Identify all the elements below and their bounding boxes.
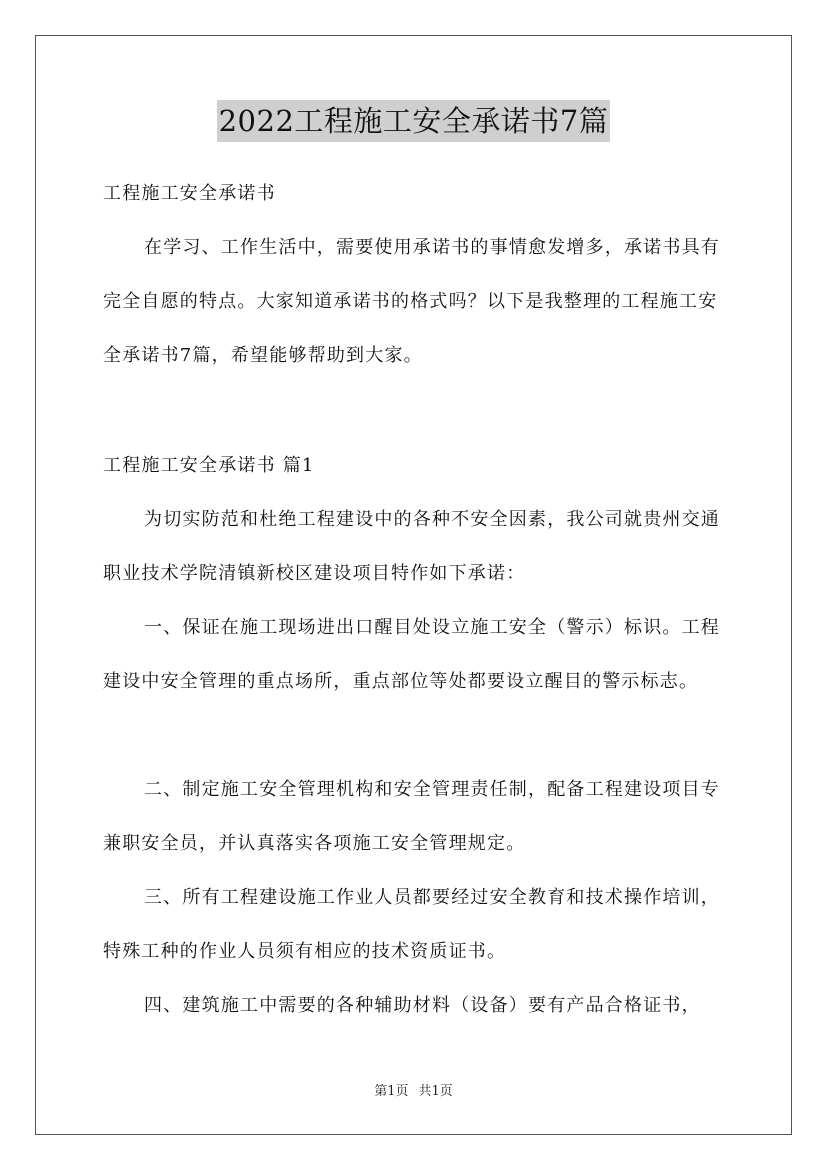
body-paragraph-4: 三、所有工程建设施工作业人员都要经过安全教育和技术操作培训，特殊工种的作业人员须有相应的技术资质证书。 bbox=[103, 887, 720, 962]
document-title-text: 2022工程施工安全承诺书7篇 bbox=[217, 100, 611, 142]
body-paragraph-2: 一、保证在施工现场进出口醒目处设立施工安全（警示）标识。工程建设中安全管理的重点场所，重点部位等处都要设立醒目的警示标志。 bbox=[103, 617, 720, 692]
page-total: 共1页 bbox=[418, 1084, 453, 1099]
intro-heading: 工程施工安全承诺书 bbox=[103, 183, 276, 204]
document-title bbox=[0, 100, 827, 142]
section-heading: 工程施工安全承诺书 篇1 bbox=[103, 455, 315, 476]
page-footer bbox=[0, 1083, 827, 1101]
body-paragraph-1: 为切实防范和杜绝工程建设中的各种不安全因素，我公司就贵州交通职业技术学院清镇新校区建设项目特作如下承诺： bbox=[103, 509, 720, 584]
intro-paragraph: 在学习、工作生活中，需要使用承诺书的事情愈发增多，承诺书具有完全自愿的特点。大家知道承诺书的格式吗？以下是我整理的工程施工安全承诺书7篇，希望能够帮助到大家。 bbox=[103, 237, 720, 366]
body-paragraph-3: 二、制定施工安全管理机构和安全管理责任制，配备工程建设项目专兼职安全员，并认真落实各项施工安全管理规定。 bbox=[103, 779, 720, 854]
body-paragraph-5: 四、建筑施工中需要的各种辅助材料（设备）要有产品合格证书， bbox=[144, 995, 701, 1016]
page-number: 第1页 bbox=[374, 1084, 409, 1099]
